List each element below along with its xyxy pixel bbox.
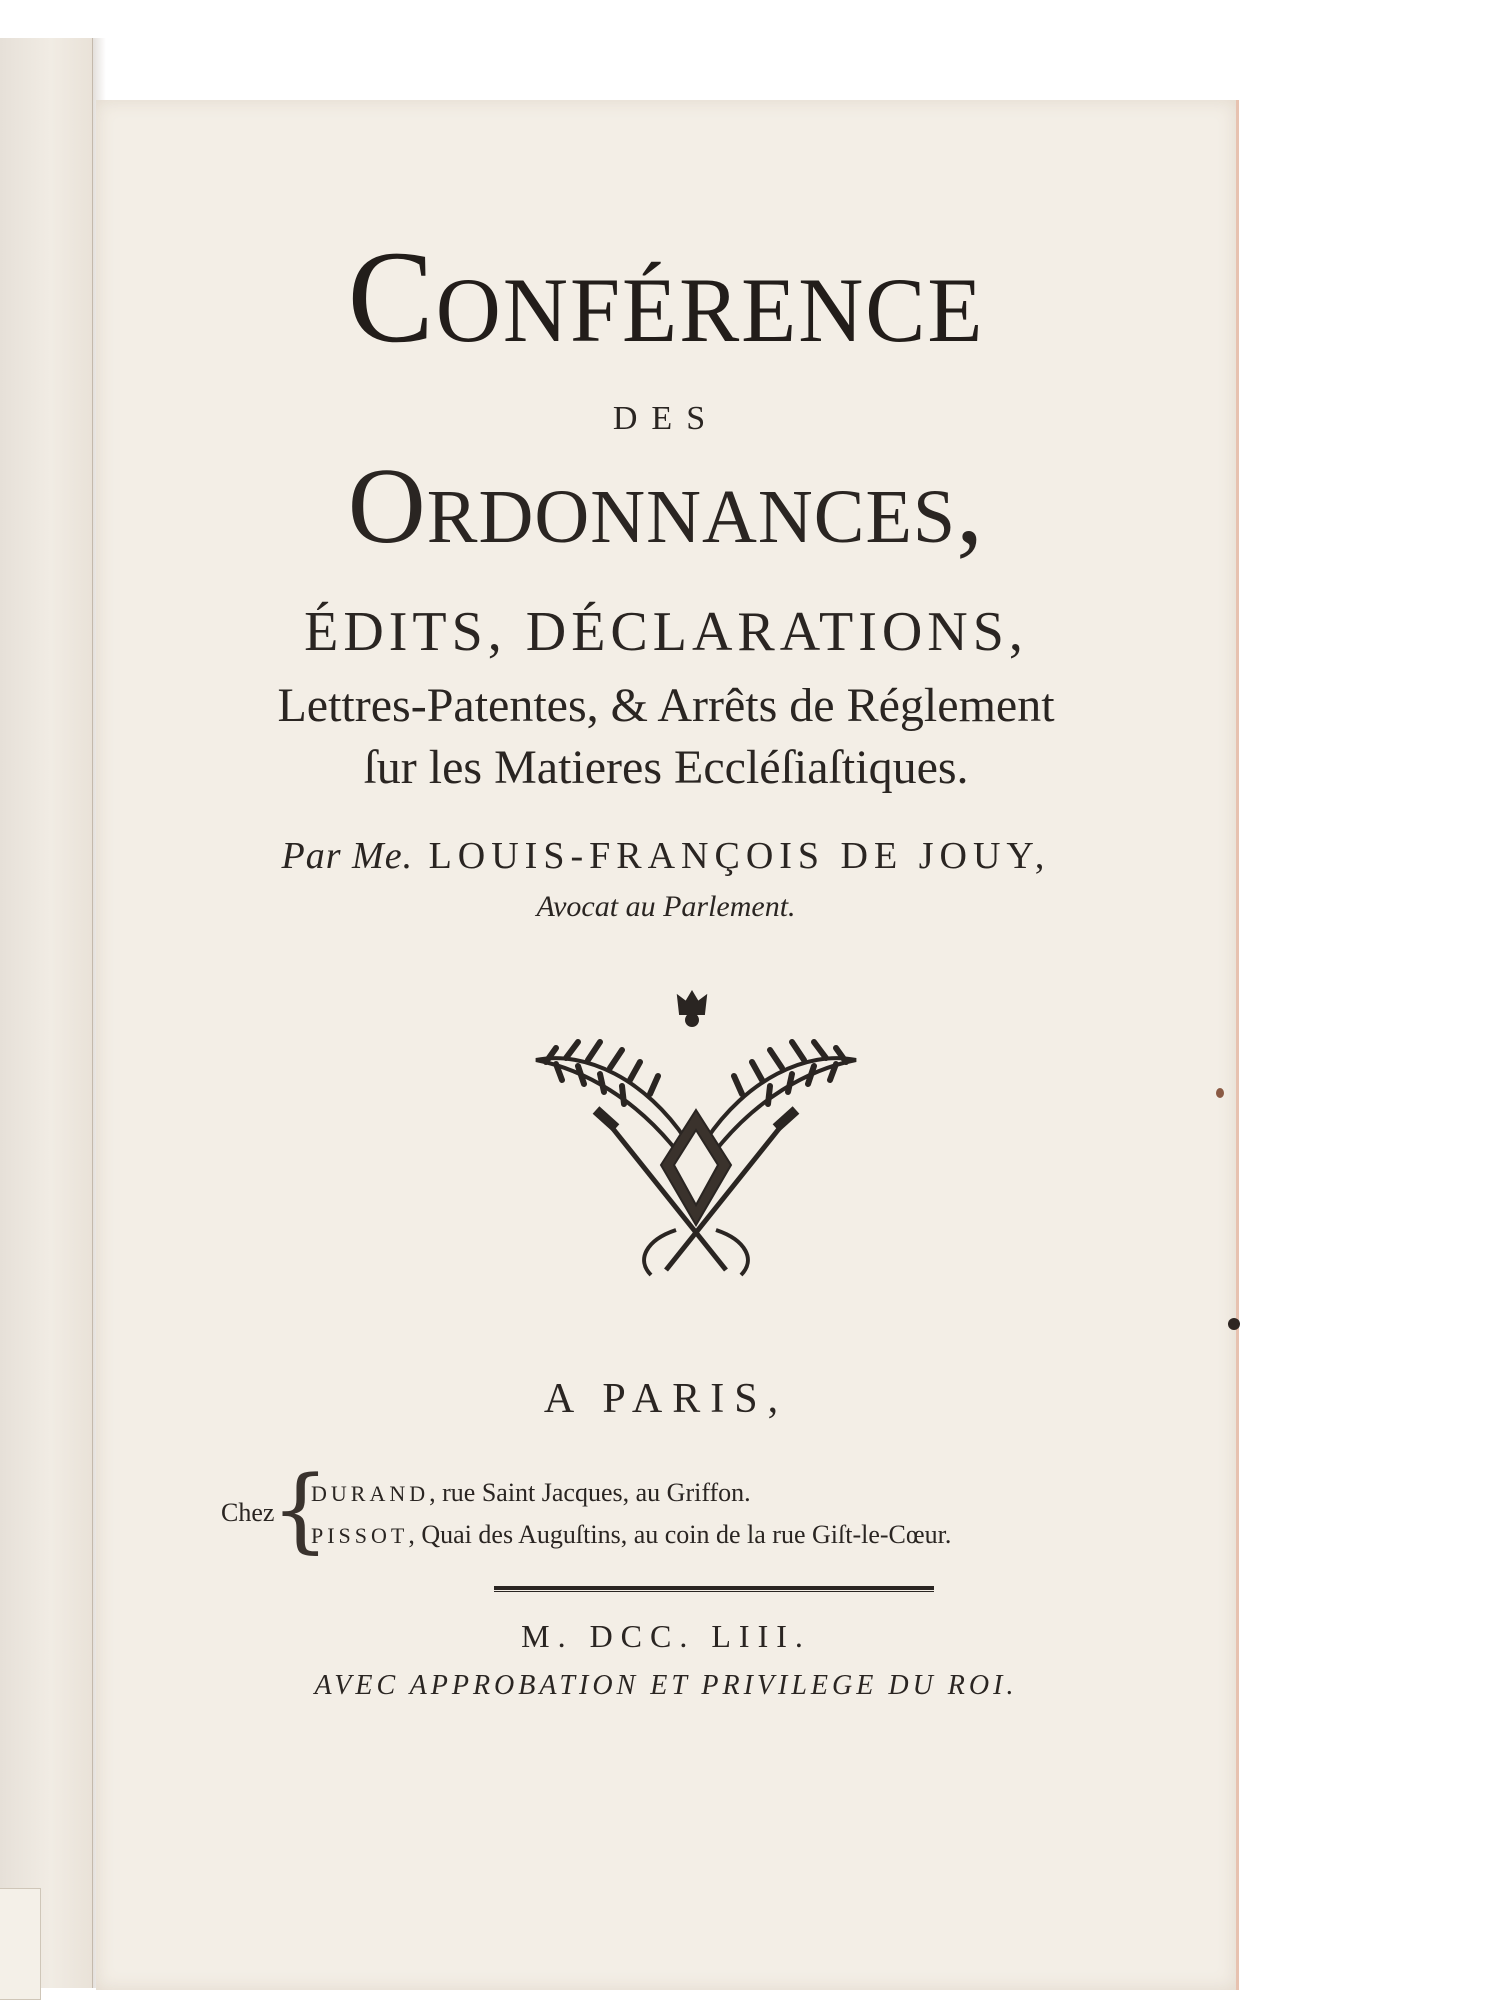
facing-page-edge [0, 38, 93, 1988]
bookseller-address: , rue Saint Jacques, au Griffon. [429, 1478, 751, 1507]
title-lettres-patentes: Lettres-Patentes, & Arrêts de Réglement [277, 679, 1055, 732]
imprint-date: M. DCC. LIII. [521, 1618, 811, 1654]
booksellers-block [96, 1456, 1236, 1563]
chez-label: Chez [221, 1498, 275, 1527]
author-name: LOUIS-FRANÇOIS DE JOUY, [428, 835, 1051, 877]
title-matieres: ſur les Matieres Eccléſiaſtiques. [363, 741, 969, 794]
author-prefix: Par Me. [281, 835, 414, 877]
foxing-spot [1216, 1088, 1224, 1098]
title-conference: Conférence [347, 223, 985, 370]
title-edits-declarations: ÉDITS, DÉCLARATIONS, [304, 601, 1028, 663]
author-line [96, 834, 1236, 878]
bookseller-name: PISSOT [311, 1523, 409, 1548]
bookseller-pissot [311, 1520, 951, 1550]
title-page-content [96, 100, 1236, 1990]
title-des: DES [612, 400, 720, 437]
author-role: Avocat au Parlement. [536, 890, 796, 923]
ink-spot [1228, 1318, 1240, 1330]
bookseller-address: , Quai des Auguſtins, au coin de la rue Giſt-le-Cœur. [408, 1520, 952, 1549]
brace-icon: { [271, 1456, 330, 1563]
double-rule-divider [494, 1586, 934, 1592]
bookseller-durand [311, 1478, 751, 1508]
bookseller-label [0, 1888, 41, 2000]
bookseller-name: DURAND [311, 1481, 430, 1506]
palm-fronds-crown-ornament-icon [526, 990, 866, 1290]
imprint-place: A PARIS, [543, 1376, 789, 1422]
title-ordonnances: Ordonnances, [347, 447, 985, 566]
privilege-line: AVEC APPROBATION ET PRIVILEGE DU ROI. [314, 1670, 1018, 1701]
title-page [96, 100, 1239, 1990]
